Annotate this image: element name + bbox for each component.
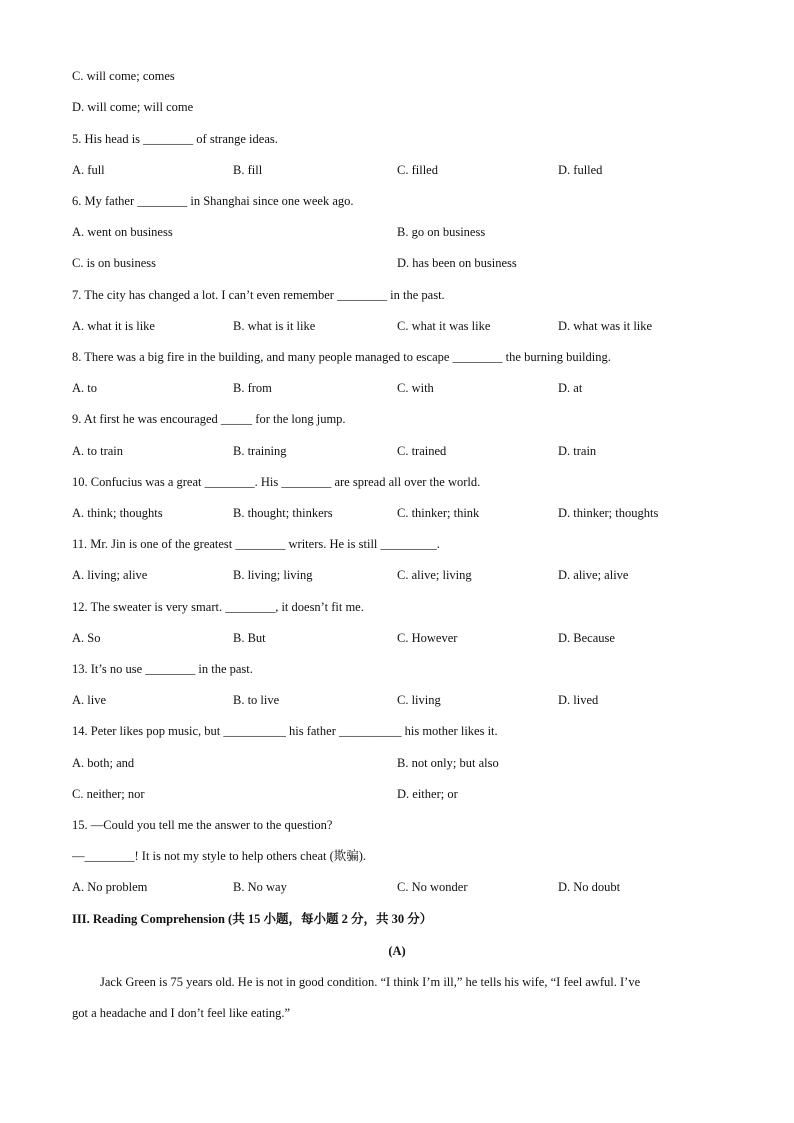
q10-option-b: B. thought; thinkers — [233, 506, 333, 520]
passage-paragraph-line-1: Jack Green is 75 years old. He is not in good condition. “I think I’m ill,” he tells his wife, “I feel awful. I’ve — [100, 975, 641, 989]
q12-option-a: A. So — [72, 631, 101, 645]
question-5: 5. His head is ________ of strange ideas. — [72, 132, 278, 146]
q11-option-d: D. alive; alive — [558, 568, 629, 582]
q5-option-b: B. fill — [233, 163, 263, 177]
q7-option-b: B. what is it like — [233, 319, 316, 333]
passage-label: (A) — [388, 944, 406, 958]
question-9: 9. At first he was encouraged _____ for the long jump. — [72, 412, 346, 426]
q7-option-a: A. what it is like — [72, 319, 155, 333]
q6-option-c: C. is on business — [72, 256, 157, 270]
q13-option-d: D. lived — [558, 693, 599, 707]
q5-option-a: A. full — [72, 163, 105, 177]
q14-option-a: A. both; and — [72, 756, 135, 770]
q13-option-b: B. to live — [233, 693, 280, 707]
q9-option-b: B. training — [233, 444, 287, 458]
q5-option-c: C. filled — [397, 163, 438, 177]
q14-option-c: C. neither; nor — [72, 787, 145, 801]
question-15: 15. —Could you tell me the answer to the question? — [72, 818, 333, 832]
q7-option-d: D. what was it like — [558, 319, 653, 333]
q8-option-c: C. with — [397, 381, 434, 395]
q10-option-a: A. think; thoughts — [72, 506, 163, 520]
question-11: 11. Mr. Jin is one of the greatest ________ writers. He is still _________. — [72, 537, 440, 551]
q6-option-d: D. has been on business — [397, 256, 517, 270]
q13-option-c: C. living — [397, 693, 441, 707]
question-8: 8. There was a big fire in the building, and many people managed to escape ________ the burning building. — [72, 350, 611, 364]
q9-option-c: C. trained — [397, 444, 447, 458]
q10-option-d: D. thinker; thoughts — [558, 506, 659, 520]
q9-option-a: A. to train — [72, 444, 124, 458]
question-13: 13. It’s no use ________ in the past. — [72, 662, 253, 676]
q4-option-c: C. will come; comes — [72, 69, 175, 83]
q8-option-a: A. to — [72, 381, 97, 395]
q4-option-d: D. will come; will come — [72, 100, 194, 114]
q6-option-b: B. go on business — [397, 225, 486, 239]
q15-option-d: D. No doubt — [558, 880, 621, 894]
q11-option-a: A. living; alive — [72, 568, 148, 582]
q11-option-b: B. living; living — [233, 568, 313, 582]
question-10: 10. Confucius was a great ________. His ________ are spread all over the world. — [72, 475, 481, 489]
q15-option-a: A. No problem — [72, 880, 148, 894]
q14-option-d: D. either; or — [397, 787, 458, 801]
q9-option-d: D. train — [558, 444, 597, 458]
q6-option-a: A. went on business — [72, 225, 173, 239]
q8-option-b: B. from — [233, 381, 272, 395]
q10-option-c: C. thinker; think — [397, 506, 480, 520]
q5-option-d: D. fulled — [558, 163, 603, 177]
q7-option-c: C. what it was like — [397, 319, 491, 333]
question-6: 6. My father ________ in Shanghai since one week ago. — [72, 194, 354, 208]
question-7: 7. The city has changed a lot. I can’t even remember ________ in the past. — [72, 288, 445, 302]
question-12: 12. The sweater is very smart. ________, it doesn’t fit me. — [72, 600, 364, 614]
passage-paragraph-line-2: got a headache and I don’t feel like eating.” — [72, 1006, 291, 1020]
q15-option-b: B. No way — [233, 880, 287, 894]
q12-option-c: C. However — [397, 631, 458, 645]
question-14: 14. Peter likes pop music, but __________ his father __________ his mother likes it. — [72, 724, 498, 738]
q12-option-d: D. Because — [558, 631, 615, 645]
question-15-reply: —________! It is not my style to help others cheat (欺骗). — [72, 849, 367, 863]
q15-option-c: C. No wonder — [397, 880, 468, 894]
q11-option-c: C. alive; living — [397, 568, 472, 582]
q12-option-b: B. But — [233, 631, 266, 645]
q13-option-a: A. live — [72, 693, 107, 707]
section-title: III. Reading Comprehension (共 15 小题，每小题 2 分，共 30 分） — [72, 912, 433, 926]
q14-option-b: B. not only; but also — [397, 756, 499, 770]
q8-option-d: D. at — [558, 381, 583, 395]
